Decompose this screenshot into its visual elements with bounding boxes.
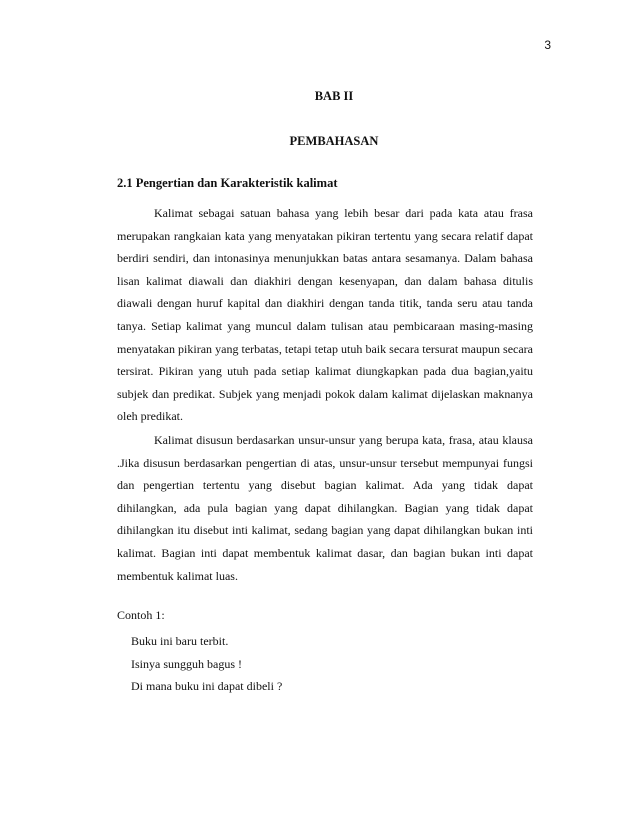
example-item: Buku ini baru terbit. (131, 634, 229, 648)
chapter-title: PEMBAHASAN (289, 134, 379, 148)
example-item: Isinya sungguh bagus ! (131, 656, 242, 671)
section-heading: 2.1 Pengertian dan Karakteristik kalimat (117, 176, 338, 190)
paragraph-definition: Kalimat sebagai satuan bahasa yang lebih besar dari pada kata atau frasa merupakan rangkaian kata yang menyatakan pikiran tertentu yang secara relatif dapat berdiri sendiri, dan intonasinya menunjukkan batas antara sesamanya. Dalam bahasa lisan kalimat diawali dan diakhiri dengan kesenyapan, dan dalam bahasa ditulis diawali dengan huruf kapital dan diakhiri dengan tanda titik, tanda seru atau tanda tanya. Setiap kalimat yang muncul dalam tulisan atau pembicaraan masing-masing menyatakan pikiran yang terbatas, tetapi tetap utuh baik secara tersurat maupun secara tersirat. Pikiran yang utuh pada setiap kalimat diungkapkan pada dua bagian,yaitu subjek dan predikat. Subjek yang menjadi pokok dalam kalimat dijelaskan maknanya oleh predikat. (117, 206, 533, 424)
page-number: 3 (544, 38, 551, 52)
example-list (131, 630, 282, 698)
example-title: Contoh 1: (117, 608, 165, 622)
paragraph-structure: Kalimat disusun berdasarkan unsur-unsur yang berupa kata, frasa, atau klausa .Jika disusun berdasarkan pengertian di atas, unsur-unsur tersebut mempunyai fungsi dan pengertian tertentu yang disebut bagian kalimat. Ada yang tidak dapat dihilangkan, ada pula bagian yang dapat dihilangkan. Bagian yang tidak dapat dihilangkan itu disebut inti kalimat, sedang bagian yang dapat dihilangkan bukan inti kalimat. Bagian inti dapat membentuk kalimat dasar, dan bagian bukan inti dapat membentuk kalimat luas. (117, 433, 533, 583)
example-item: Di mana buku ini dapat dibeli ? (131, 679, 283, 694)
chapter-number: BAB II (314, 89, 354, 103)
